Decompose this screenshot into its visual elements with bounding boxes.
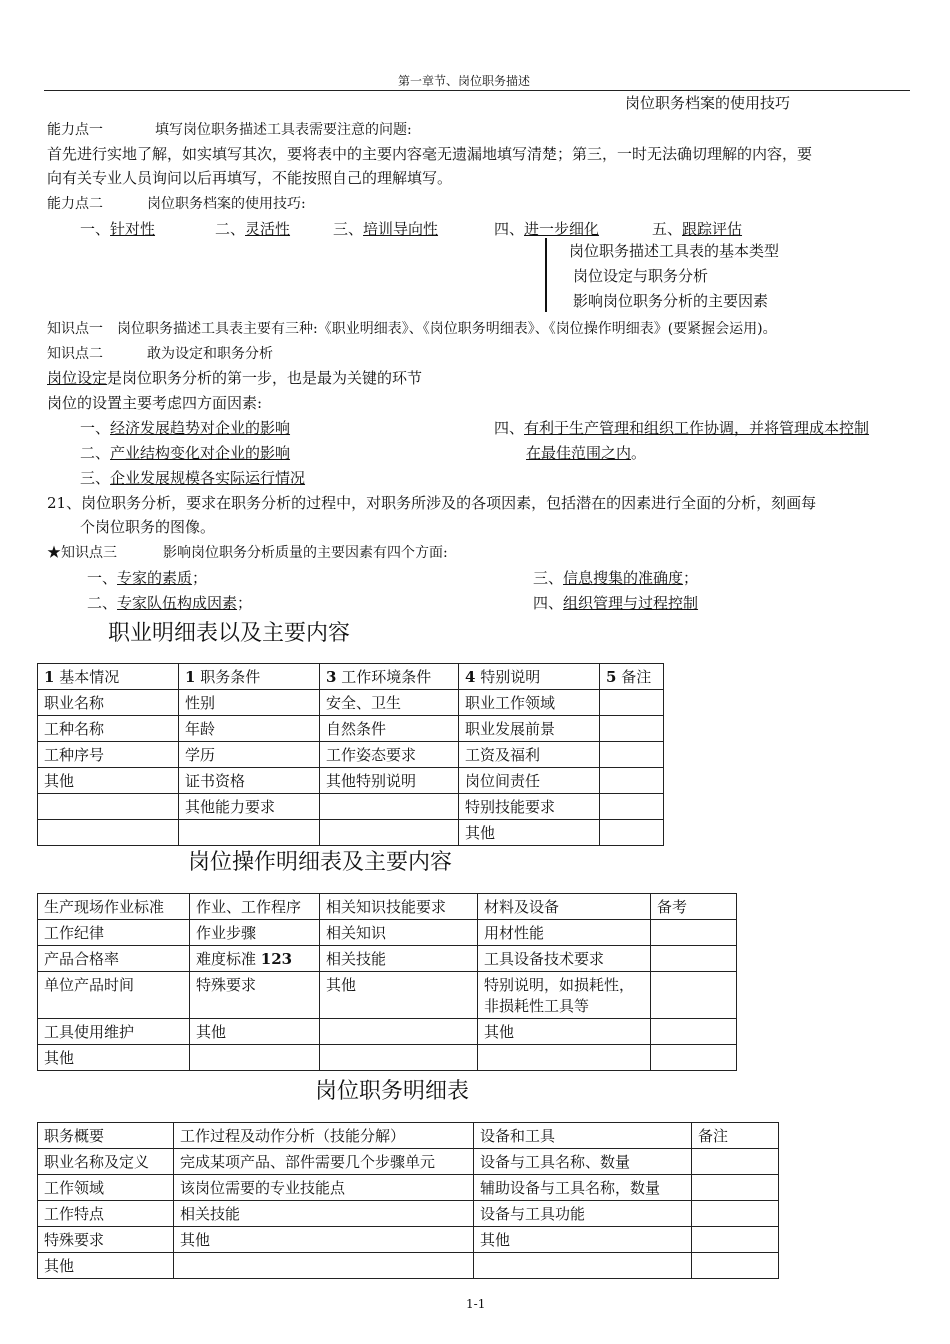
table-cell bbox=[651, 1045, 737, 1071]
table-cell: 特殊要求 bbox=[38, 1227, 174, 1253]
table-cell bbox=[38, 794, 179, 820]
table-cell bbox=[651, 920, 737, 946]
table-cell: 用材性能 bbox=[478, 920, 651, 946]
table-cell: 工具使用维护 bbox=[38, 1019, 190, 1045]
table-cell: 设备与工具功能 bbox=[474, 1201, 692, 1227]
table-row bbox=[38, 768, 664, 794]
table-row bbox=[38, 1045, 737, 1071]
table-header-cell: 职务概要 bbox=[38, 1123, 174, 1149]
table-cell bbox=[600, 716, 664, 742]
factor-4-cont: 在最佳范围之内。 bbox=[526, 444, 647, 462]
table-header-cell: 设备和工具 bbox=[474, 1123, 692, 1149]
table-cell: 其他 bbox=[38, 1045, 190, 1071]
table-cell bbox=[692, 1253, 779, 1279]
table-cell bbox=[190, 1045, 320, 1071]
side-bar bbox=[545, 238, 547, 312]
factor-4: 四、有利于生产管理和组织工作协调，并将管理成本控制 bbox=[494, 419, 870, 437]
table-cell bbox=[600, 690, 664, 716]
ability2-title: 岗位职务档案的使用技巧: bbox=[147, 196, 306, 212]
table-header-row bbox=[38, 664, 664, 690]
table-cell: 其他特别说明 bbox=[320, 768, 459, 794]
ability1-title: 填写岗位职务描述工具表需要注意的问题: bbox=[155, 122, 412, 138]
table-row bbox=[38, 690, 664, 716]
side-item-1: 岗位职务描述工具表的基本类型 bbox=[569, 242, 780, 260]
right-title: 岗位职务档案的使用技巧 bbox=[625, 94, 791, 112]
table-cell bbox=[320, 794, 459, 820]
table-cell: 完成某项产品、部件需要几个步骤单元 bbox=[174, 1149, 474, 1175]
table1-title: 职业明细表以及主要内容 bbox=[108, 621, 351, 646]
table-cell: 其他 bbox=[38, 768, 179, 794]
table-cell bbox=[320, 1045, 478, 1071]
ability2-label: 能力点二 bbox=[47, 196, 103, 212]
knowledge1: 知识点一 岗位职务描述工具表主要有三种:《职业明细表》、《岗位职务明细表》、《岗位操作明细表》(要紧握会运用)。 bbox=[47, 321, 777, 337]
table-row bbox=[38, 1227, 779, 1253]
ability1-label: 能力点一 bbox=[47, 122, 103, 138]
table-cell: 工作姿态要求 bbox=[320, 742, 459, 768]
table-cell: 其他 bbox=[478, 1019, 651, 1045]
table-header-cell: 生产现场作业标准 bbox=[38, 894, 190, 920]
table-row bbox=[38, 920, 737, 946]
technique-item-4: 四、进一步细化 bbox=[494, 220, 600, 238]
table-cell bbox=[38, 820, 179, 846]
header-rule bbox=[44, 90, 910, 91]
side-item-2: 岗位设定与职务分析 bbox=[573, 267, 709, 285]
technique-item-5: 五、跟踪评估 bbox=[652, 220, 743, 238]
factor-3: 三、企业发展规模各实际运行情况 bbox=[80, 469, 306, 487]
table-row bbox=[38, 1149, 779, 1175]
table-cell: 工作领域 bbox=[38, 1175, 174, 1201]
table-cell: 作业步骤 bbox=[190, 920, 320, 946]
knowledge3-label: ★知识点三 bbox=[47, 545, 117, 561]
table-cell: 性别 bbox=[179, 690, 320, 716]
table-header-row bbox=[38, 894, 737, 920]
table-row bbox=[38, 1175, 779, 1201]
table-cell bbox=[692, 1175, 779, 1201]
table-cell bbox=[179, 820, 320, 846]
table-cell: 职业名称及定义 bbox=[38, 1149, 174, 1175]
table-cell bbox=[320, 820, 459, 846]
table-cell bbox=[474, 1253, 692, 1279]
table-cell: 单位产品时间 bbox=[38, 972, 190, 1019]
table-row bbox=[38, 716, 664, 742]
table-cell: 职业工作领域 bbox=[459, 690, 600, 716]
table-header-cell: 3 工作环境条件 bbox=[320, 664, 459, 690]
factor-1: 一、经济发展趋势对企业的影响 bbox=[80, 419, 291, 437]
table-row bbox=[38, 946, 737, 972]
technique-item-3: 三、培训导向性 bbox=[333, 220, 439, 238]
table-header-cell: 相关知识技能要求 bbox=[320, 894, 478, 920]
table-row bbox=[38, 794, 664, 820]
table-cell bbox=[174, 1253, 474, 1279]
table-cell: 其他 bbox=[174, 1227, 474, 1253]
table-cell bbox=[600, 820, 664, 846]
knowledge2-title: 敢为设定和职务分析 bbox=[147, 346, 273, 362]
knowledge2-line2: 岗位的设置主要考虑四方面因素: bbox=[47, 394, 263, 412]
table3-title: 岗位职务明细表 bbox=[315, 1079, 470, 1104]
point21-line2: 个岗位职务的图像。 bbox=[80, 518, 216, 536]
table-row bbox=[38, 972, 737, 1019]
knowledge3-title: 影响岗位职务分析质量的主要因素有四个方面: bbox=[163, 545, 448, 561]
table-cell: 相关技能 bbox=[174, 1201, 474, 1227]
occupation-table bbox=[37, 663, 664, 846]
point21-line1: 21、岗位职务分析，要求在职务分析的过程中，对职务所涉及的各项因素，包括潜在的因素进行全面的分析，刻画每 bbox=[47, 494, 817, 512]
table-cell: 学历 bbox=[179, 742, 320, 768]
table-cell: 辅助设备与工具名称，数量 bbox=[474, 1175, 692, 1201]
table-cell: 其他 bbox=[320, 972, 478, 1019]
operation-table bbox=[37, 893, 737, 1071]
table-header-cell: 1 基本情况 bbox=[38, 664, 179, 690]
table-cell bbox=[651, 1019, 737, 1045]
quality-factor-2: 二、专家队伍构成因素； bbox=[87, 594, 253, 612]
table-header-cell: 作业、工作程序 bbox=[190, 894, 320, 920]
table-cell: 相关知识 bbox=[320, 920, 478, 946]
table-cell: 工资及福利 bbox=[459, 742, 600, 768]
factor-2: 二、产业结构变化对企业的影响 bbox=[80, 444, 291, 462]
table-row bbox=[38, 1019, 737, 1045]
page-header: 第一章节、岗位职务描述 bbox=[398, 74, 531, 88]
table-header-cell: 4 特别说明 bbox=[459, 664, 600, 690]
table-cell: 其他能力要求 bbox=[179, 794, 320, 820]
table-cell bbox=[692, 1149, 779, 1175]
quality-factor-3: 三、信息搜集的准确度； bbox=[533, 569, 699, 587]
table-cell: 岗位间责任 bbox=[459, 768, 600, 794]
quality-factor-1: 一、专家的素质； bbox=[87, 569, 208, 587]
table-cell bbox=[600, 794, 664, 820]
table-cell: 该岗位需要的专业技能点 bbox=[174, 1175, 474, 1201]
table-cell: 年龄 bbox=[179, 716, 320, 742]
table-cell bbox=[692, 1227, 779, 1253]
table-cell: 自然条件 bbox=[320, 716, 459, 742]
table-cell: 难度标准 123 bbox=[190, 946, 320, 972]
page-number: 1-1 bbox=[466, 1297, 486, 1311]
knowledge2-line1: 岗位设定是岗位职务分析的第一步，也是最为关键的环节 bbox=[47, 369, 423, 387]
table-cell: 设备与工具名称、数量 bbox=[474, 1149, 692, 1175]
table-cell: 其他 bbox=[190, 1019, 320, 1045]
table2-title: 岗位操作明细表及主要内容 bbox=[188, 850, 453, 875]
table-header-cell: 1 职务条件 bbox=[179, 664, 320, 690]
table-cell: 其他 bbox=[38, 1253, 174, 1279]
table-cell: 证书资格 bbox=[179, 768, 320, 794]
table-header-cell: 工作过程及动作分析（技能分解） bbox=[174, 1123, 474, 1149]
table-header-row bbox=[38, 1123, 779, 1149]
table-cell: 相关技能 bbox=[320, 946, 478, 972]
table-header-cell: 5 备注 bbox=[600, 664, 664, 690]
table-cell bbox=[651, 946, 737, 972]
quality-factor-4: 四、组织管理与过程控制 bbox=[533, 594, 699, 612]
table-cell bbox=[478, 1045, 651, 1071]
table-header-cell: 材料及设备 bbox=[478, 894, 651, 920]
table-cell bbox=[692, 1201, 779, 1227]
table-cell: 工种序号 bbox=[38, 742, 179, 768]
side-item-3: 影响岗位职务分析的主要因素 bbox=[573, 292, 769, 310]
table-row bbox=[38, 742, 664, 768]
table-row bbox=[38, 1201, 779, 1227]
table-cell: 工具设备技术要求 bbox=[478, 946, 651, 972]
table-cell: 职业发展前景 bbox=[459, 716, 600, 742]
table-cell: 特殊要求 bbox=[190, 972, 320, 1019]
ability1-line1: 首先进行实地了解，如实填写其次，要将表中的主要内容毫无遗漏地填写清楚；第三，一时无法确切理解的内容，要 bbox=[47, 145, 813, 163]
job-duty-table bbox=[37, 1122, 779, 1279]
ability1-line2: 向有关专业人员询问以后再填写，不能按照自己的理解填写。 bbox=[47, 169, 453, 187]
table-cell bbox=[320, 1019, 478, 1045]
table-row bbox=[38, 1253, 779, 1279]
table-cell bbox=[651, 972, 737, 1019]
table-cell: 特别技能要求 bbox=[459, 794, 600, 820]
table-cell bbox=[600, 742, 664, 768]
technique-item-1: 一、针对性 bbox=[80, 220, 156, 238]
table-cell: 产品合格率 bbox=[38, 946, 190, 972]
table-cell: 职业名称 bbox=[38, 690, 179, 716]
table-cell: 其他 bbox=[474, 1227, 692, 1253]
table-cell: 工作特点 bbox=[38, 1201, 174, 1227]
table-cell bbox=[600, 768, 664, 794]
table-cell: 工种名称 bbox=[38, 716, 179, 742]
table-cell: 特别说明，如损耗性， 非损耗性工具等 bbox=[478, 972, 651, 1019]
table-header-cell: 备注 bbox=[692, 1123, 779, 1149]
table-cell: 安全、卫生 bbox=[320, 690, 459, 716]
knowledge2-label: 知识点二 bbox=[47, 346, 103, 362]
table-row bbox=[38, 820, 664, 846]
technique-item-2: 二、灵活性 bbox=[215, 220, 291, 238]
table-header-cell: 备考 bbox=[651, 894, 737, 920]
table-cell: 其他 bbox=[459, 820, 600, 846]
table-cell: 工作纪律 bbox=[38, 920, 190, 946]
